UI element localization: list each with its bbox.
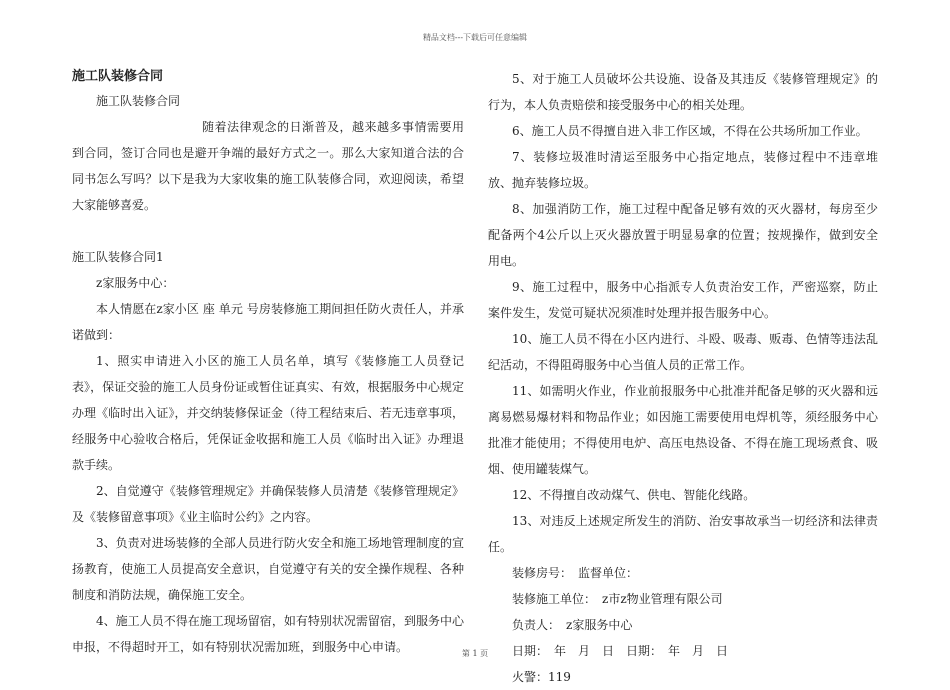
clause-item: 6、施工人员不得擅自进入非工作区域，不得在公共场所加工作业。 [512, 124, 868, 138]
clause-item: 11、如需明火作业，作业前报服务中心批准并配备足够的灭火器和远离易燃易爆材料和物品作业；如因施工需要使用电焊机等，须经服务中心批准才能使用；不得使用电炉、高压电热设备、不得在施工现场煮食、吸烟、使用罐装煤气。 [488, 384, 878, 476]
left-column [72, 66, 464, 660]
addressee: z家服务中心： [96, 276, 175, 290]
signature-field-fire-alarm: 火警：119 [512, 670, 571, 684]
clause-item: 13、对违反上述规定所发生的消防、治安事故承当一切经济和法律责任。 [488, 514, 878, 554]
signature-field-responsible: 负责人： z家服务中心 [512, 618, 633, 632]
signature-field-room: 装修房号： 监督单位： [512, 566, 639, 580]
page-number: 1 [472, 649, 478, 658]
page-number-prefix: 第 [461, 649, 470, 658]
page-header: 精品文档---下载后可任意编辑 [422, 33, 528, 42]
clause-item: 4、施工人员不得在施工现场留宿，如有特别状况需留宿，到服务中心申报，不得超时开工，如有特别状况需加班，到服务中心申请。 [72, 614, 464, 654]
clause-item: 10、施工人员不得在小区内进行、斗殴、吸毒、贩毒、色情等违法乱纪活动，不得阻碍服务中心当值人员的正常工作。 [488, 332, 878, 372]
page-number-suffix: 页 [480, 649, 489, 658]
clause-item: 5、对于施工人员破坏公共设施、设备及其违反《装修管理规定》的行为，本人负责赔偿和接受服务中心的相关处理。 [488, 72, 878, 112]
right-column [488, 66, 878, 690]
clause-item: 8、加强消防工作，施工过程中配备足够有效的灭火器材，每房至少配备两个4公斤以上灭火器放置于明显易拿的位置；按规操作，做到安全用电。 [488, 202, 878, 268]
spacer [72, 218, 464, 244]
clause-item: 1、照实申请进入小区的施工人员名单，填写《装修施工人员登记表》，保证交验的施工人员身份证或暂住证真实、有效，根据服务中心规定办理《临时出入证》，并交纳装修保证金（待工程结束后、若无违章事项，经服务中心验收合格后，凭保证金收据和施工人员《临时出入证》办理退款手续。 [72, 354, 464, 472]
clause-item: 2、自觉遵守《装修管理规定》并确保装修人员清楚《装修管理规定》及《装修留意事项》《业主临时公约》之内容。 [72, 484, 464, 524]
signature-field-contractor: 装修施工单位： z市z物业管理有限公司 [512, 592, 723, 606]
clause-item: 9、施工过程中，服务中心指派专人负责治安工作，严密巡察，防止案件发生，发觉可疑状况须准时处理并报告服务中心。 [488, 280, 878, 320]
intro-paragraph: 随着法律观念的日渐普及，越来越多事情需要用到合同，签订合同也是避开争端的最好方式之一。那么大家知道合法的合同书怎么写吗？以下是我为大家收集的施工队装修合同，欢迎阅读，希望大家能够喜爱。 [72, 120, 464, 212]
document-subtitle: 施工队装修合同 [96, 94, 181, 108]
clause-item: 7、装修垃圾准时清运至服务中心指定地点，装修过程中不违章堆放、抛弃装修垃圾。 [488, 150, 878, 190]
clause-item: 3、负责对进场装修的全部人员进行防火安全和施工场地管理制度的宣扬教育，使施工人员提高安全意识，自觉遵守有关的安全操作规程、各种制度和消防法规，确保施工安全。 [72, 536, 464, 602]
statement-paragraph: 本人情愿在z家小区 座 单元 号房装修施工期间担任防火责任人，并承诺做到： [72, 302, 464, 342]
contract-heading: 施工队装修合同1 [72, 250, 164, 264]
document-title: 施工队装修合同 [72, 69, 164, 84]
signature-field-date: 日期： 年 月 日 日期： 年 月 日 [512, 644, 729, 658]
clause-item: 12、不得擅自改动煤气、供电、智能化线路。 [512, 488, 756, 502]
page-footer [0, 648, 950, 659]
